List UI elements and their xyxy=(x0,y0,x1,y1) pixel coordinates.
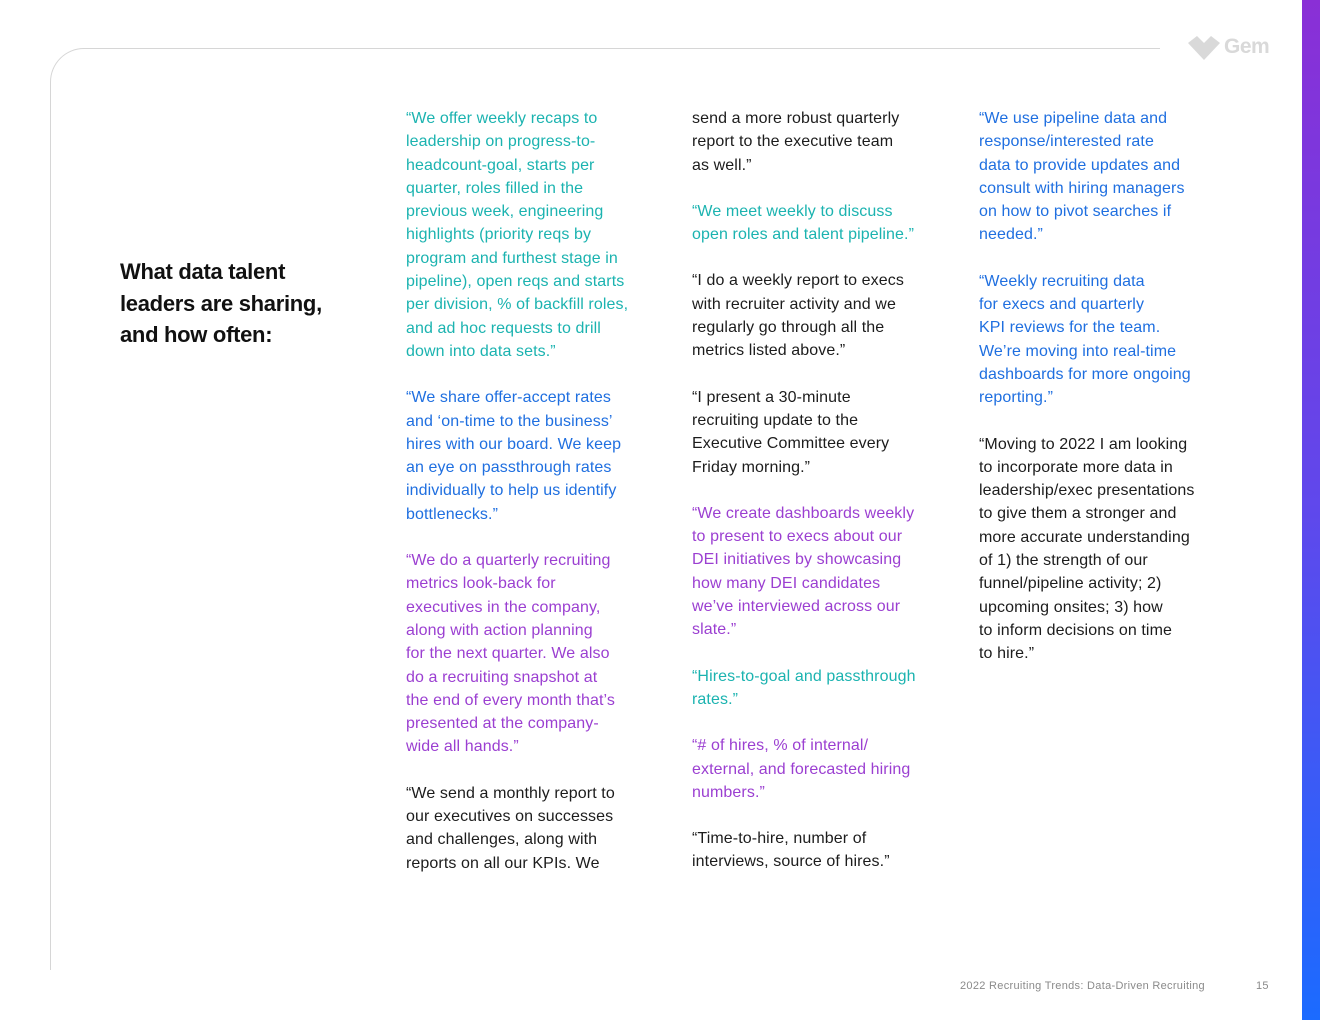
quote: “We send a monthly report to our executives on successes and challenges, along with reports on all our KPIs. We xyxy=(406,784,615,872)
quote: “We use pipeline data and response/interested rate data to provide updates and consult with hiring managers on how to pivot searches if needed.” xyxy=(979,110,1185,244)
quote: “I do a weekly report to execs with recruiter activity and we regularly go through all the metrics listed above.” xyxy=(692,272,904,360)
quote-column-2 xyxy=(692,107,952,897)
quote-column-1 xyxy=(406,107,666,898)
footer-title: 2022 Recruiting Trends: Data-Driven Recruiting xyxy=(960,980,1205,992)
quote: “Weekly recruiting data for execs and quarterly KPI reviews for the team. We’re moving into real-time dashboards for more ongoing reporting.” xyxy=(979,272,1191,407)
quote: “Moving to 2022 I am looking to incorporate more data in leadership/exec presentations to give them a stronger and more accurate understanding of 1) the strength of our funnel/pipeline activity; 2) upcoming onsites; 3) how to inform decisions on time to hire.” xyxy=(979,435,1195,663)
quote: “I present a 30-minute recruiting update to the Executive Committee every Friday morning.” xyxy=(692,388,890,476)
gem-logo xyxy=(1188,33,1269,61)
quote: “We do a quarterly recruiting metrics look-back for executives in the company, along with action planning for the next quarter. We also do a recruiting snapshot at the end of every month that’s presented at the company- wide all hands.” xyxy=(406,552,615,756)
gradient-edge-bar xyxy=(1302,0,1320,1020)
logo-text: Gem xyxy=(1224,35,1270,58)
quote: “We share offer-accept rates and ‘on-time to the business’ hires with our board. We keep an eye on passthrough rates individually to help us identify bottlenecks.” xyxy=(406,389,622,523)
quote-column-3 xyxy=(979,107,1239,689)
quote: “We offer weekly recaps to leadership on progress-to- headcount-goal, starts per quarter, roles filled in the previous week, engineering highlights (priority reqs by program and furthest stage in pipeline), open reqs and starts per division, % of backfill roles, and ad hoc requests to drill down into data sets.” xyxy=(406,110,629,360)
quote: “We create dashboards weekly to present to execs about our DEI initiatives by showcasing how many DEI candidates we’ve interviewed across our slate.” xyxy=(692,504,915,639)
quote: “We meet weekly to discuss open roles and talent pipeline.” xyxy=(692,202,915,244)
page-heading: What data talent leaders are sharing, and how often: xyxy=(120,259,322,347)
quote: “Time-to-hire, number of interviews, source of hires.” xyxy=(692,830,890,871)
quote: “# of hires, % of internal/ external, and forecasted hiring numbers.” xyxy=(692,737,911,801)
quote: “Hires-to-goal and passthrough rates.” xyxy=(692,667,916,708)
gem-icon xyxy=(1188,34,1220,60)
quote: send a more robust quarterly report to the executive team as well.” xyxy=(692,110,900,174)
page-number: 15 xyxy=(1256,980,1269,992)
